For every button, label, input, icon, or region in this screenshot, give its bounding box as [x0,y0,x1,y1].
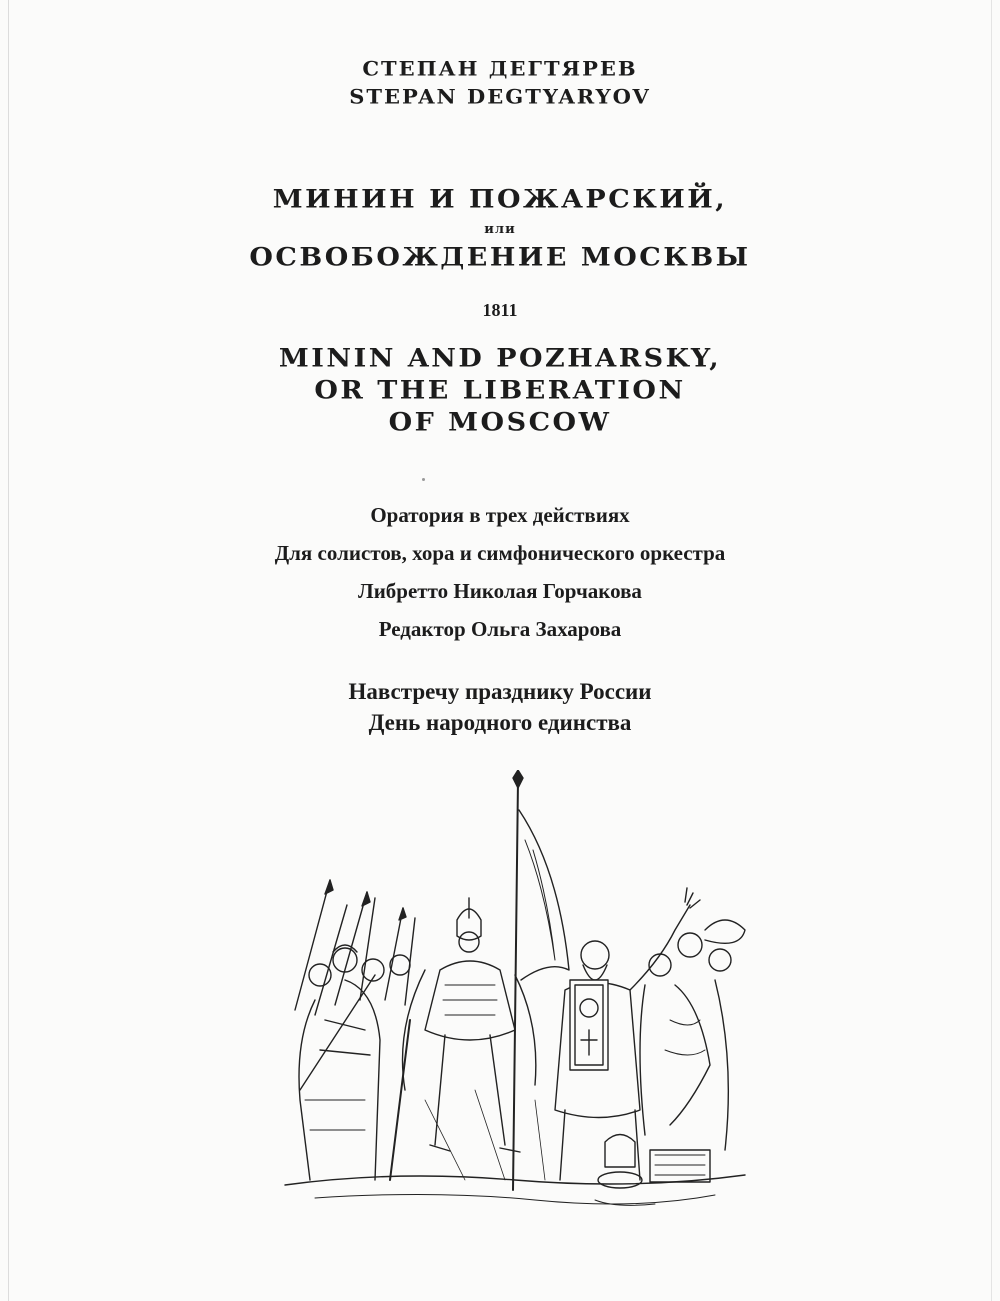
detail-instrumentation: Для солистов, хора и симфонического оркестра [274,541,726,565]
dedication-line2: День народного единства [368,710,632,735]
engraving-minin-crowd-icon [275,770,755,1220]
dedication-line1: Навстречу празднику России [348,679,652,704]
author-name-en: STEPAN DEGTYARYOV [349,85,651,108]
title-ru-line1: МИНИН И ПОЖАРСКИЙ, [272,185,728,214]
author-name-ru: СТЕПАН ДЕГТЯРЕВ [362,57,638,80]
detail-libretto: Либретто Николая Горчакова [358,579,642,603]
detail-editor: Редактор Ольга Захарова [378,617,622,641]
title-ru-line2: ОСВОБОЖДЕНИЕ МОСКВЫ [249,243,751,272]
detail-genre: Оратория в трех действиях [370,503,630,527]
title-ru-conjunction: или [484,222,516,237]
year: 1811 [482,300,518,320]
title-en-line3: OF MOSCOW [388,408,612,437]
paper-speck [422,478,425,481]
title-en-line1: MININ AND POZHARSKY, [278,344,722,373]
title-en-line2: OR THE LIBERATION [314,376,686,405]
